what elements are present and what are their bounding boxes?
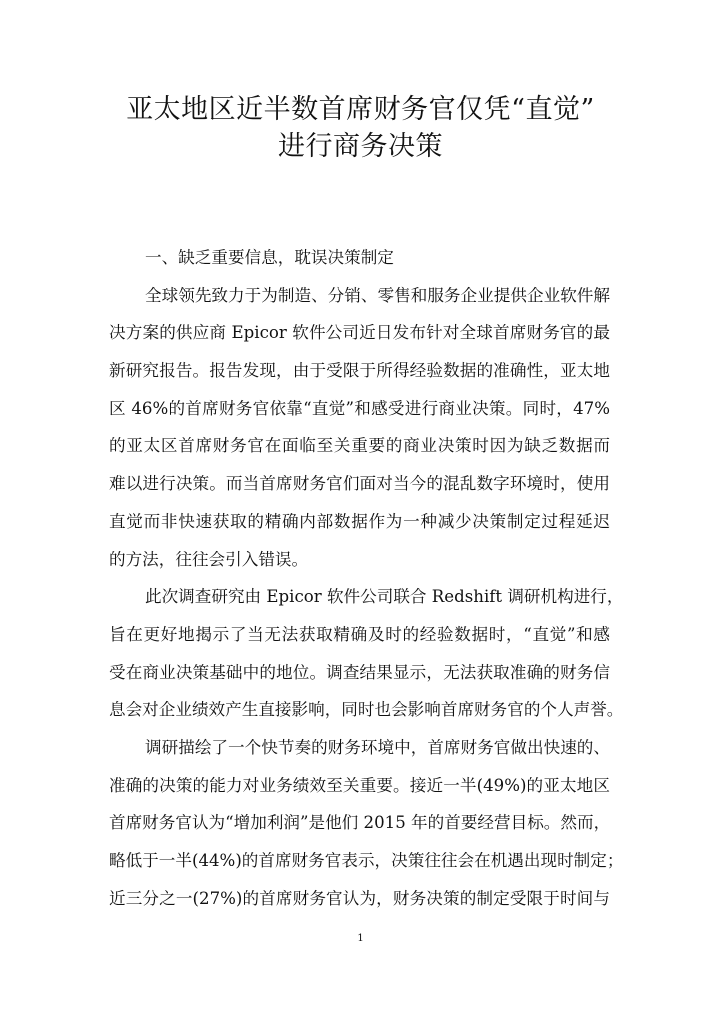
paragraph-line: 首席财务官认为“增加利润”是他们 2015 年的首要经营目标。然而，: [109, 813, 611, 833]
paragraph-line: 全球领先致力于为制造、分销、零售和服务企业提供企业软件解: [145, 285, 610, 305]
paragraph-line: 的方法，往往会引入错误。: [109, 549, 309, 569]
document-title: [0, 91, 721, 165]
paragraph-3: [109, 729, 624, 917]
paragraph-line: 新研究报告。报告发现，由于受限于所得经验数据的准确性，亚太地: [109, 361, 610, 381]
paragraph-line: 的亚太区首席财务官在面临至关重要的商业决策时因为缺乏数据而: [109, 436, 610, 456]
paragraph-line: 调研描绘了一个快节奏的财务环境中，首席财务官做出快速的、: [145, 737, 610, 757]
paragraph-1: [109, 277, 610, 579]
paragraph-line: 难以进行决策。而当首席财务官们面对当今的混乱数字环境时，使用: [109, 474, 610, 494]
page-number: 1: [357, 933, 364, 944]
paragraph-line: 受在商业决策基础中的地位。调查结果显示，无法获取准确的财务信: [109, 662, 610, 682]
paragraph-line: 区 46%的首席财务官依靠“直觉”和感受进行商业决策。同时，47%: [109, 398, 610, 418]
paragraph-2: [109, 578, 624, 729]
paragraph-line: 决方案的供应商 Epicor 软件公司近日发布针对全球首席财务官的最: [109, 323, 610, 343]
paragraph-line: 直觉而非快速获取的精确内部数据作为一种减少决策制定过程延迟: [109, 511, 610, 531]
paragraph-line: 旨在更好地揭示了当无法获取精确及时的经验数据时，“直觉”和感: [109, 624, 610, 644]
section-heading: 一、缺乏重要信息，耽误决策制定: [145, 248, 394, 267]
paragraph-line: 此次调查研究由 Epicor 软件公司联合 Redshift 调研机构进行，: [145, 587, 624, 607]
title-line-2: 进行商务决策: [278, 131, 443, 162]
paragraph-line: 近三分之一(27%)的首席财务官认为，财务决策的制定受限于时间与: [109, 888, 610, 908]
paragraph-line: 息会对企业绩效产生直接影响，同时也会影响首席财务官的个人声誉。: [109, 700, 624, 720]
paragraph-line: 准确的决策的能力对业务绩效至关重要。接近一半(49%)的亚太地区: [109, 775, 610, 795]
paragraph-line: 略低于一半(44%)的首席财务官表示，决策往往会在机遇出现时制定；: [109, 851, 624, 870]
title-line-1: 亚太地区近半数首席财务官仅凭“直觉”: [126, 94, 595, 125]
document-body: [109, 239, 624, 917]
